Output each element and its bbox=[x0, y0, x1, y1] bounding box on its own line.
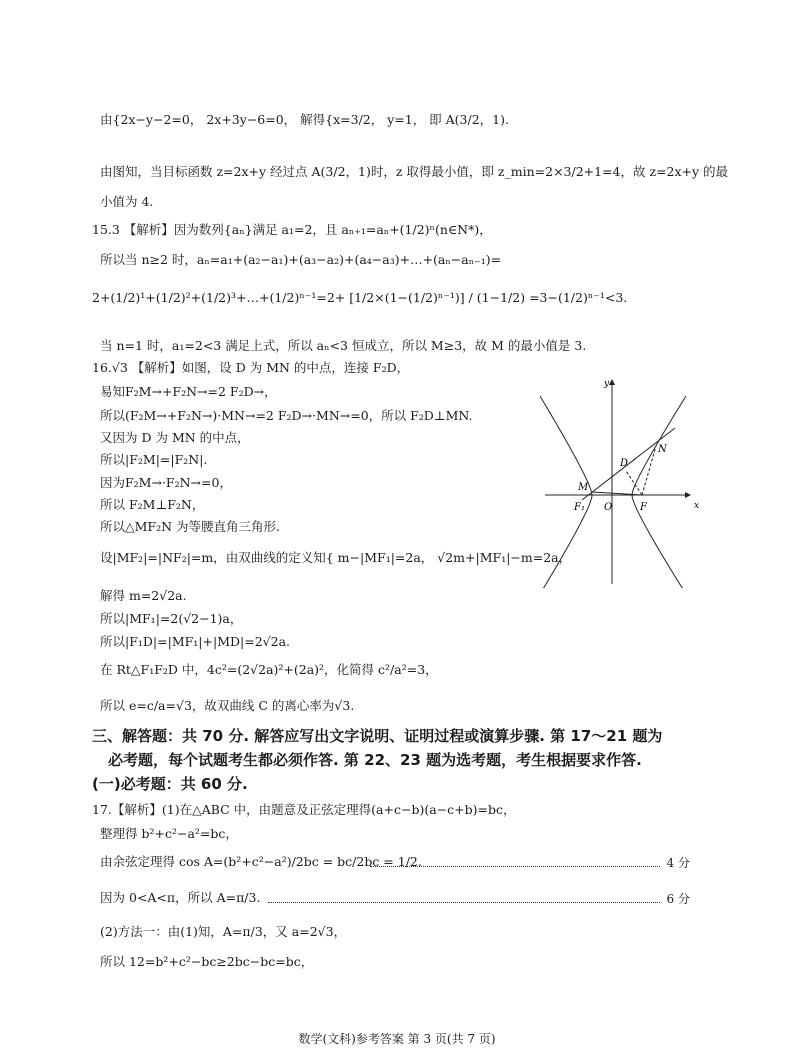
problem-15-sum: 所以当 n≥2 时，aₙ=a₁+(a₂−a₁)+(a₃−a₂)+(a₄−a₃)+…+(aₙ−aₙ₋₁)= bbox=[100, 252, 502, 267]
section-heading-cont: 必考题，每个试题考生都必须作答. 第 22、23 题为选考题，考生根据要求作答. bbox=[108, 751, 642, 769]
hyperbola-figure bbox=[540, 378, 710, 588]
problem-16-line: 所以(F₂M→+F₂N→)·MN→=2 F₂D→·MN→=0，所以 F₂D⊥MN. bbox=[100, 408, 473, 423]
page-footer: 数学(文科)参考答案 第 3 页(共 7 页) bbox=[298, 1032, 496, 1046]
line-F1-N bbox=[582, 428, 675, 500]
score-leader-dots bbox=[268, 902, 660, 903]
problem-16-line: 所以 e=c/a=√3，故双曲线 C 的离心率为√3. bbox=[100, 698, 355, 713]
label-y: y bbox=[604, 379, 610, 389]
label-O: O bbox=[604, 502, 613, 513]
problem-16-line: 所以|MF₁|=2(√2−1)a， bbox=[100, 611, 243, 626]
problem-17-line: 由余弦定理得 cos A=(b²+c²−a²)/2bc = bc/2bc = 1/2. bbox=[100, 854, 422, 869]
section-heading: 三、解答题：共 70 分. 解答应写出文字说明、证明过程或演算步骤. 第 17～21 题为 bbox=[92, 727, 663, 745]
problem-16-line: 在 Rt△F₁F₂D 中，4c²=(2√2a)²+(2a)²，化简得 c²/a²=3， bbox=[100, 662, 438, 677]
label-F1: F₁ bbox=[574, 502, 585, 513]
problem-16-line: 所以 F₂M⊥F₂N， bbox=[100, 497, 205, 512]
problem-16-line: 所以|F₂M|=|F₂N|. bbox=[100, 452, 208, 467]
problem-17-line: 整理得 b²+c²−a²=bc， bbox=[100, 826, 238, 841]
label-F: F bbox=[640, 502, 647, 513]
label-D: D bbox=[620, 458, 629, 469]
problem-16-line: 所以|F₁D|=|MF₁|+|MD|=2√2a. bbox=[100, 634, 290, 649]
problem-17-header: 17.【解析】(1)在△ABC 中，由题意及正弦定理得(a+c−b)(a−c+b)=bc， bbox=[92, 802, 516, 817]
label-x: x bbox=[694, 501, 700, 511]
problem-15-conclusion: 当 n=1 时，a₁=2<3 满足上式，所以 aₙ<3 恒成立，所以 M≥3，故 M 的最小值是 3. bbox=[100, 338, 587, 353]
problem-16-line: 易知F₂M→+F₂N→=2 F₂D→， bbox=[100, 384, 277, 399]
problem-16-line: 设|MF₂|=|NF₂|=m，由双曲线的定义知{ m−|MF₁|=2a， √2m+|MF₁|−m=2a， bbox=[100, 550, 572, 565]
segment-F-N bbox=[642, 446, 656, 495]
problem-16-line: 解得 m=2√2a. bbox=[100, 588, 187, 603]
hyperbola-right-branch bbox=[632, 396, 686, 588]
line-min-value-cont: 小值为 4. bbox=[100, 194, 154, 209]
problem-16-line: 所以△MF₂N 为等腰直角三角形. bbox=[100, 519, 280, 534]
problem-15-series: 2+(1/2)¹+(1/2)²+(1/2)³+…+(1/2)ⁿ⁻¹=2+ [1/2×(1−(1/2)ⁿ⁻¹)] / (1−1/2) =3−(1/2)ⁿ⁻¹<3. bbox=[92, 290, 628, 305]
label-M: M bbox=[578, 482, 589, 493]
line-solve-A: 由{2x−y−2=0， 2x+3y−6=0， 解得{x=3/2， y=1， 即 A(3/2，1). bbox=[100, 112, 509, 127]
problem-16-header: 16.√3 【解析】如图，设 D 为 MN 的中点，连接 F₂D， bbox=[92, 360, 410, 375]
score-mark: 6 分 bbox=[666, 892, 690, 906]
score-mark: 4 分 bbox=[666, 856, 690, 870]
score-leader-dots bbox=[370, 866, 660, 867]
problem-17-line: (2)方法一：由(1)知，A=π/3，又 a=2√3， bbox=[100, 924, 347, 939]
problem-16-line: 又因为 D 为 MN 的中点， bbox=[100, 430, 250, 445]
subsection-heading: (一)必考题：共 60 分. bbox=[92, 775, 248, 793]
problem-15-header: 15.3 【解析】因为数列{aₙ}满足 a₁=2，且 aₙ₊₁=aₙ+(1/2)ⁿ(n∈N*)， bbox=[92, 222, 492, 237]
problem-17-line: 所以 12=b²+c²−bc≥2bc−bc=bc， bbox=[100, 954, 314, 969]
problem-17-line: 因为 0<A<π，所以 A=π/3. bbox=[100, 890, 261, 905]
line-min-value: 由图知，当目标函数 z=2x+y 经过点 A(3/2，1)时，z 取得最小值，即 z_min=2×3/2+1=4，故 z=2x+y 的最 bbox=[100, 164, 729, 179]
label-N: N bbox=[658, 444, 667, 455]
problem-16-line: 因为F₂M→·F₂N→=0， bbox=[100, 475, 232, 490]
